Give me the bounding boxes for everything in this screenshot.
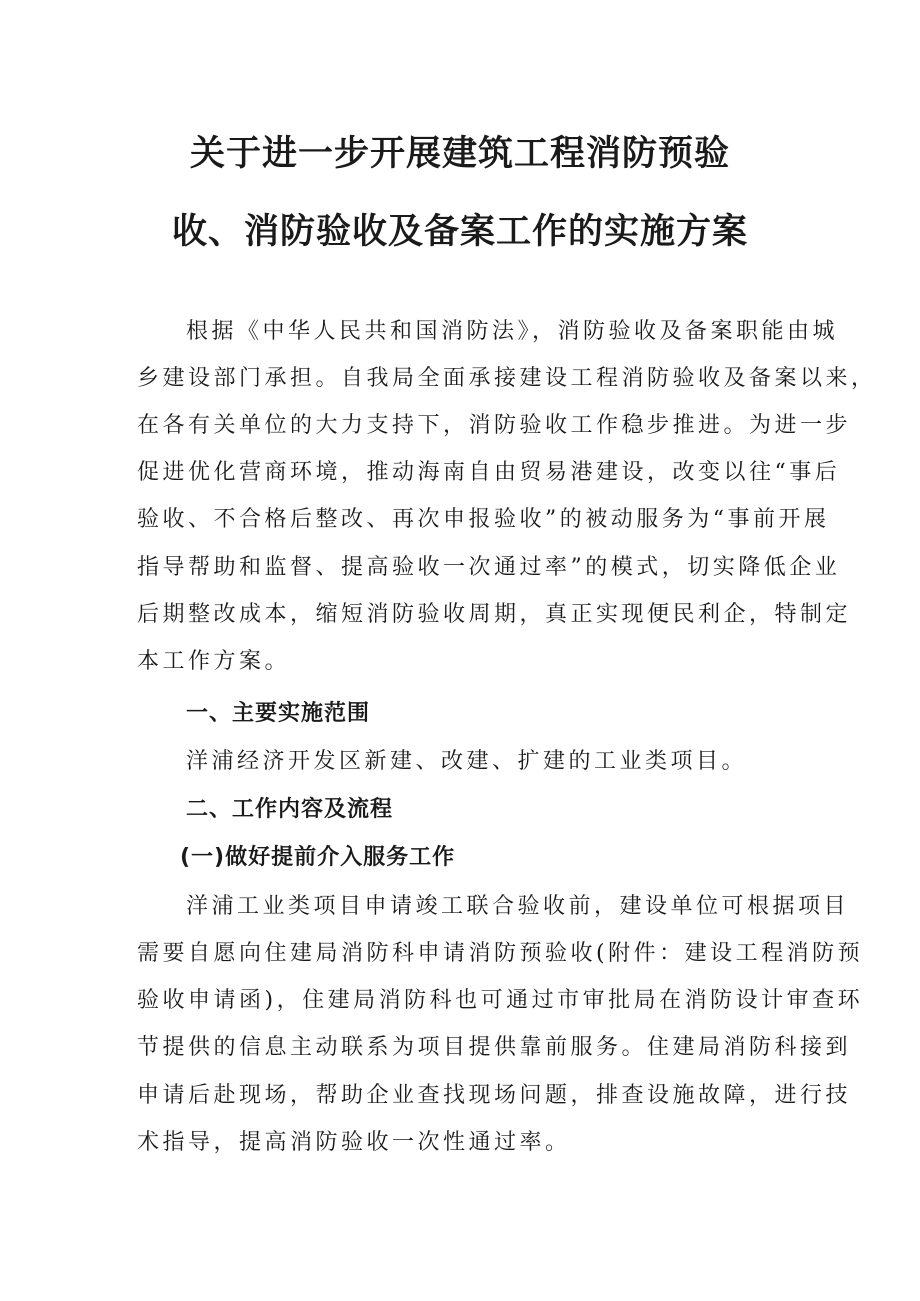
section-heading-scope: 一、主要实施范围	[186, 701, 371, 726]
subsection-heading-early-service: (一)做好提前介入服务工作	[180, 845, 456, 870]
intro-line: 在各有关单位的大力支持下，消防验收工作稳步推进。为进一步	[137, 413, 852, 438]
document-title-line-2: 收、消防验收及备案工作的实施方案	[171, 212, 748, 252]
paragraph-line: 需要自愿向住建局消防科申请消防预验收(附件：建设工程消防预	[137, 941, 864, 966]
paragraph-line: 验收申请函)，住建局消防科也可通过市审批局在消防设计审查环	[137, 988, 864, 1013]
intro-line: 乡建设部门承担。自我局全面承接建设工程消防验收及备案以来，	[137, 366, 877, 391]
section-heading-workflow: 二、工作内容及流程	[186, 797, 394, 822]
intro-line: 验收、不合格后整改、再次申报验收”的被动服务为“事前开展	[137, 507, 830, 532]
paragraph-line: 申请后赴现场，帮助企业查找现场问题，排查设施故障，进行技	[137, 1083, 852, 1108]
intro-line: 根据《中华人民共和国消防法》，消防验收及备案职能由城	[186, 319, 839, 344]
paragraph-line: 术指导，提高消防验收一次性通过率。	[137, 1130, 571, 1155]
intro-line: 指导帮助和监督、提高验收一次通过率”的模式，切实降低企业	[137, 555, 841, 580]
paragraph-line: 节提供的信息主动联系为项目提供靠前服务。住建局消防科接到	[137, 1035, 852, 1060]
intro-line: 本工作方案。	[137, 649, 291, 674]
document-title-line-1: 关于进一步开展建筑工程消防预验	[189, 134, 730, 174]
intro-line: 后期整改成本，缩短消防验收周期，真正实现便民利企，特制定	[137, 602, 852, 627]
paragraph-line: 洋浦工业类项目申请竣工联合验收前，建设单位可根据项目	[186, 894, 850, 919]
intro-line: 促进优化营商环境，推动海南自由贸易港建设，改变以往“事后	[137, 460, 841, 485]
section-scope-text: 洋浦经济开发区新建、改建、扩建的工业类项目。	[186, 749, 748, 774]
